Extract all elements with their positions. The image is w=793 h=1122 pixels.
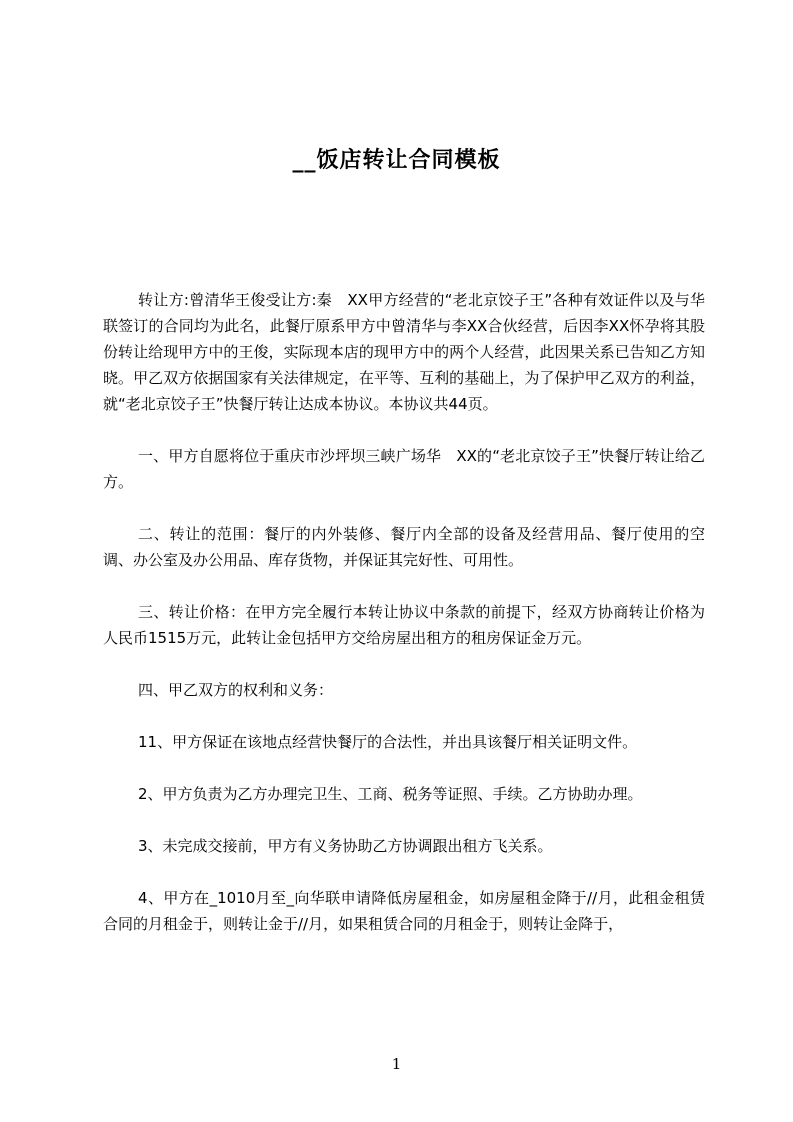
document-title: __饭店转让合同模板 — [292, 148, 501, 173]
paragraph-item-3: 3、未完成交接前，甲方有义务协助乙方协调跟出租方飞关系。 — [138, 837, 553, 855]
paragraph-item-4: 4、甲方在_1010月至_向华联申请降低房屋租金，如房屋租金降于//月，此租金租赁合同的月租金于，则转让金于//月，如果租赁合同的月租金于，则转让金降于， — [103, 889, 705, 933]
paragraph-clause-4-heading: 四、甲乙双方的权利和义务： — [138, 681, 334, 699]
paragraph-clause-3: 三、转让价格：在甲方完全履行本转让协议中条款的前提下，经双方协商转让价格为人民币1515万元，此转让金包括甲方交给房屋出租方的租房保证金万元。 — [103, 603, 705, 647]
document-body — [103, 287, 705, 937]
paragraph-item-2: 2、甲方负责为乙方办理完卫生、工商、税务等证照、手续。乙方协助办理。 — [138, 785, 643, 803]
paragraph-item-1: 11、甲方保证在该地点经营快餐厅的合法性，并出具该餐厅相关证明文件。 — [138, 733, 638, 751]
paragraph-clause-2: 二、转让的范围：餐厅的内外装修、餐厅内全部的设备及经营用品、餐厅使用的空调、办公室及办公用品、库存货物，并保证其完好性、可用性。 — [103, 525, 705, 569]
paragraph-clause-1: 一、甲方自愿将位于重庆市沙坪坝三峡广场华 XX的“老北京饺子王”快餐厅转让给乙方。 — [103, 447, 705, 491]
page-number: 1 — [391, 1055, 402, 1073]
paragraph-preamble: 转让方:曾清华王俊受让方:秦 XX甲方经营的“老北京饺子王”各种有效证件以及与华联签订的合同均为此名，此餐厅原系甲方中曾清华与李XX合伙经营，后因李XX怀孕将其股份转让给现甲方中的王俊，实际现本店的现甲方中的两个人经营，此因果关系已告知乙方知晓。甲乙双方依据国家有关法律规定，在平等、互利的基础上，为了保护甲乙双方的利益，就“老北京饺子王”快餐厅转让达成本协议。本协议共44页。 — [103, 291, 705, 413]
